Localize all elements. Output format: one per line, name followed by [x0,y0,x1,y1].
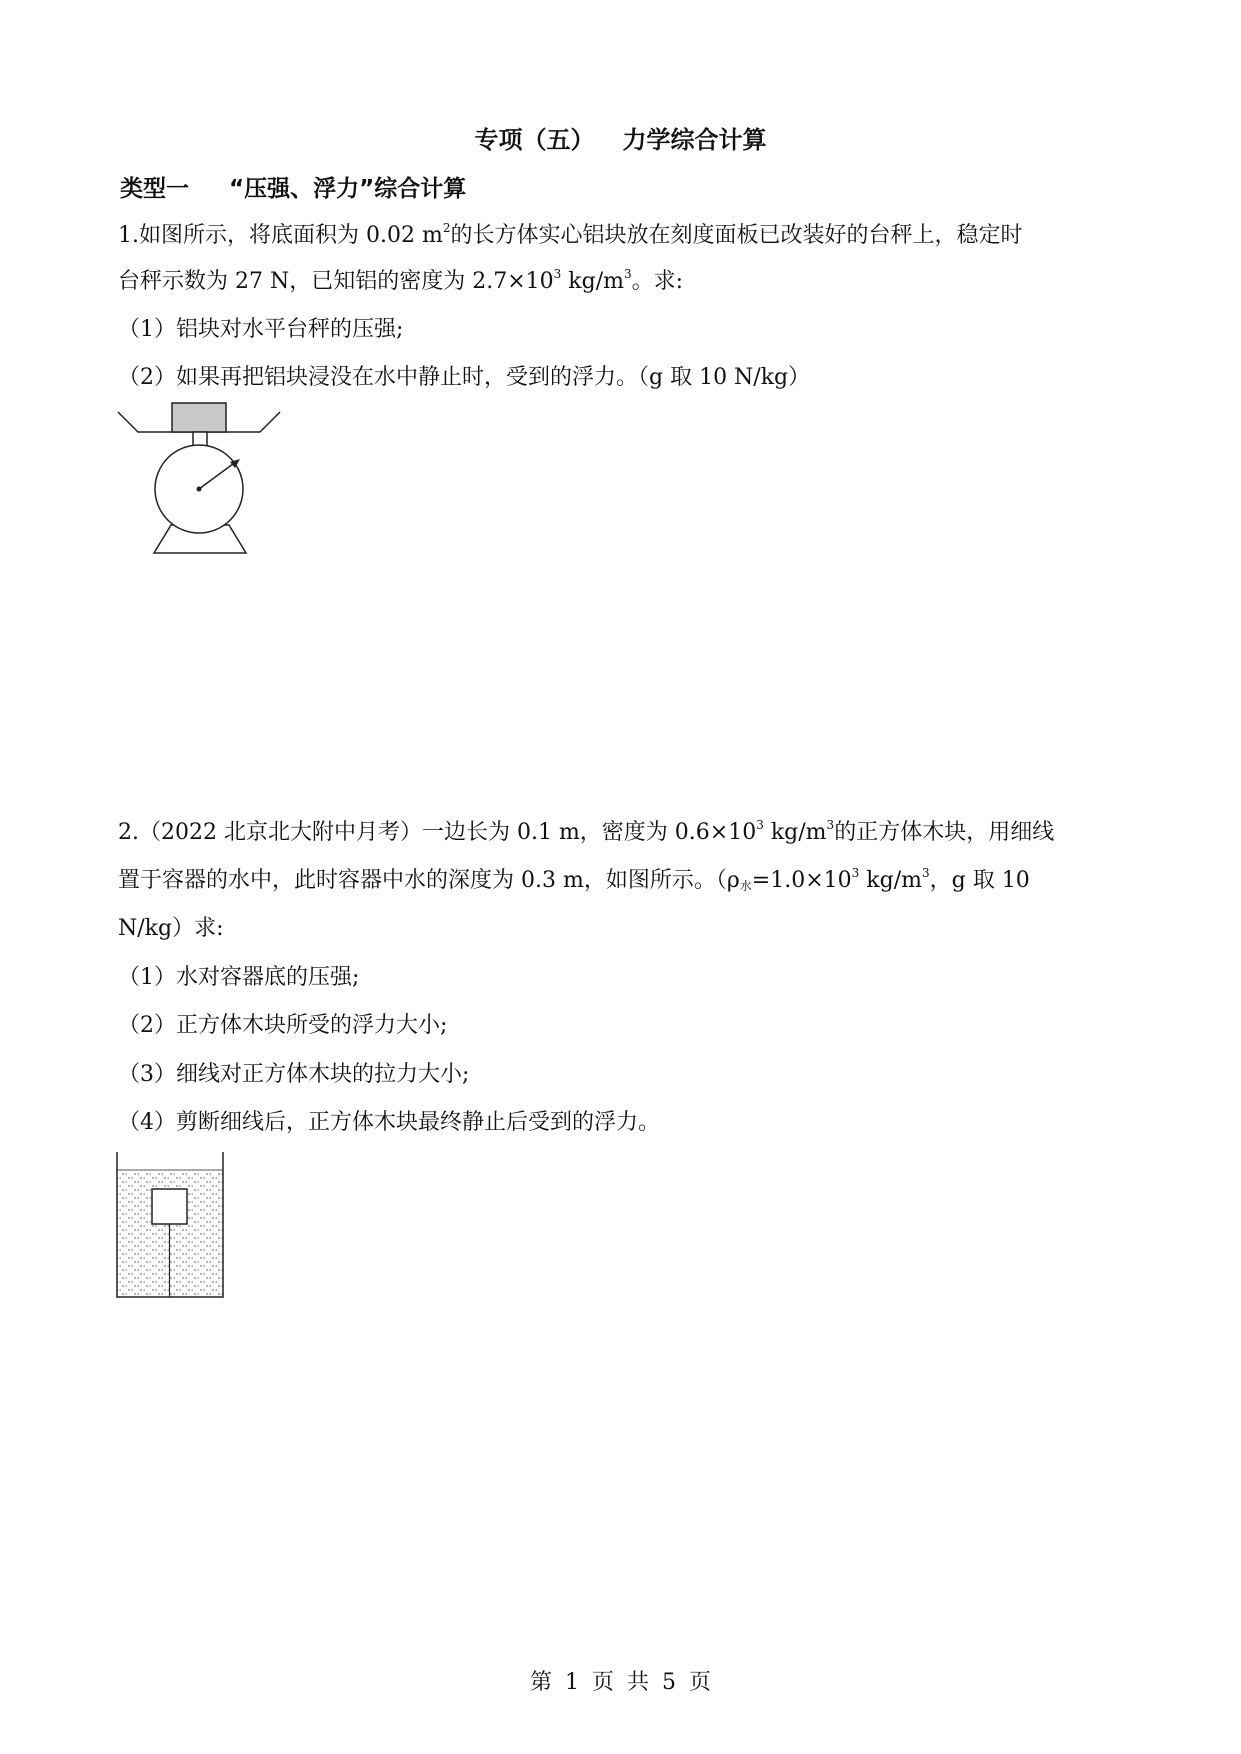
q1-subquestion-1: （1）铝块对水平台秤的压强; [118,317,404,342]
q2-line2-sup2: 3 [921,866,930,880]
q2-subquestion-4: （4）剪断细线后，正方体木块最终静止后受到的浮力。 [118,1110,660,1135]
q2-line1-text-b: kg/m [763,820,827,845]
q1-line1 [118,218,1022,249]
q2-line2-sub: 水 [739,879,752,893]
page-footer: 第 1 页 共 5 页 [530,1670,711,1695]
q2-subquestion-1: （1）水对容器底的压强; [118,965,360,990]
section-name: “压强、浮力”综合计算 [229,176,467,202]
q2-subquestion-3: （3）细线对正方体木块的拉力大小; [118,1062,470,1087]
q2-line2 [118,863,1030,894]
q2-line2-text-b: =1.0×10 [751,868,852,893]
q1-line1-text-b: 的长方体实心铝块放在刻度面板已改装好的台秤上，稳定时 [450,223,1023,248]
q2-line1 [118,815,1054,846]
q2-line2-text-c: kg/m [859,868,922,893]
scale-with-block-figure [110,400,290,565]
q1-line2-text-b: kg/m [561,269,624,294]
title-topic: 力学综合计算 [622,126,767,154]
section-type: 类型一 [120,176,189,202]
q2-line1-text-a: 2.（2022 北京北大附中月考）一边长为 0.1 m，密度为 0.6×10 [118,820,757,845]
wooden-cube [152,1189,187,1224]
q1-line2 [118,264,683,295]
q1-line2-sup2: 3 [623,267,632,281]
title-label: 专项（五） [474,126,595,154]
q1-subquestion-2: （2）如果再把铝块浸没在水中静止时，受到的浮力。（g 取 10 N/kg） [118,365,811,390]
q2-line1-text-c: 的正方体木块，用细线 [834,820,1055,845]
q1-line1-sup: 2 [442,221,451,235]
q1-line2-sup1: 3 [553,267,562,281]
q2-line2-sup1: 3 [851,866,860,880]
q2-line2-text-a: 置于容器的水中，此时容器中水的深度为 0.3 m，如图所示。（ρ [118,868,740,893]
aluminum-block [172,403,226,432]
q1-line2-text-a: 台秤示数为 27 N，已知铝的密度为 2.7×10 [118,269,554,294]
q2-subquestion-2: （2）正方体木块所受的浮力大小; [118,1013,448,1038]
q2-line3: N/kg）求: [118,916,224,941]
q2-line1-sup2: 3 [826,818,835,832]
section-heading [120,170,466,203]
q1-line1-text-a: 1.如图所示，将底面积为 0.02 m [118,223,443,248]
q1-line2-text-c: 。求: [631,269,684,294]
container-water-block-figure [115,1152,230,1302]
dial-pivot [197,487,202,492]
page-title [0,120,1241,155]
q2-line2-text-d: ，g 取 10 [929,868,1030,893]
q2-line1-sup1: 3 [756,818,764,832]
